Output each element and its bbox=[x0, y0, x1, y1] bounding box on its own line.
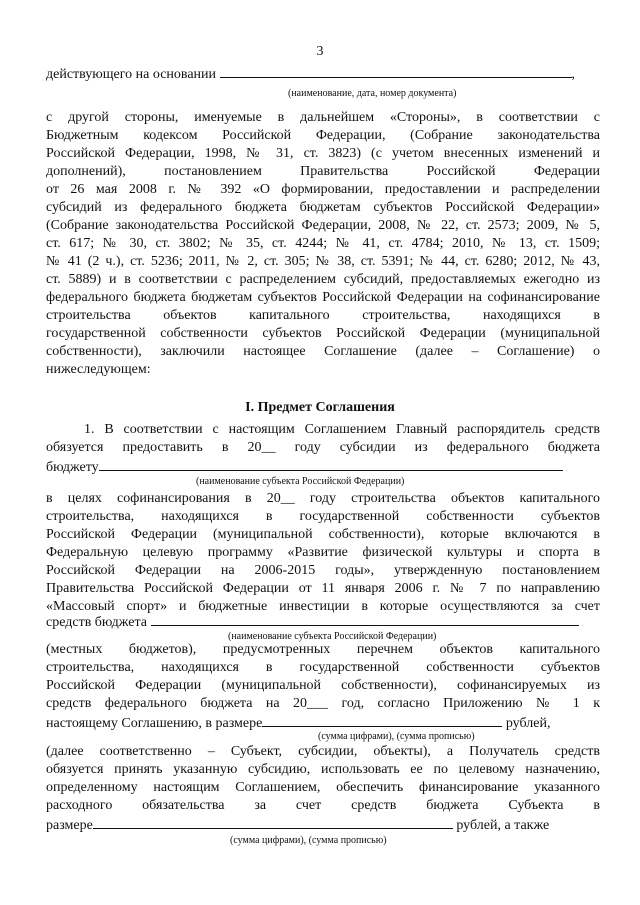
amount-blank bbox=[262, 713, 502, 727]
text-line: нижеследующем: bbox=[46, 362, 151, 377]
text-line: расходного обязательства за счет средств бюджета Субъекта в bbox=[46, 798, 600, 813]
clause-line: 1. В соответствии с настоящим Соглашением Главный распорядитель средств bbox=[84, 422, 600, 437]
clause-line: обязуется предоставить в 20__ году субсидии из федерального бюджета bbox=[46, 440, 600, 455]
basis-line bbox=[46, 64, 600, 84]
budget-line bbox=[46, 612, 600, 632]
text-line: Российской Федерации, 1998, № 31, ст. 3823) (с учетом внесенных изменений и bbox=[46, 146, 600, 161]
text-line: строительства, находящихся в государственной собственности субъектов bbox=[46, 660, 600, 675]
basis-caption: (наименование, дата, номер документа) bbox=[288, 88, 457, 99]
text-line: Федеральную целевую программу «Развитие физической культуры и спорта в bbox=[46, 545, 600, 560]
text-line: № 41 (2 ч.), ст. 5236; 2011, № 2, ст. 305; № 38, ст. 5391; № 44, ст. 6280; 2012, № 43, bbox=[46, 254, 600, 269]
recipient-line bbox=[46, 457, 600, 477]
budget-blank bbox=[151, 612, 579, 626]
text-line: средств федерального бюджета на 20___ год, согласно Приложению № 1 к bbox=[46, 696, 600, 711]
text-line: дополнений), постановлением Правительства Российской Федерации bbox=[46, 164, 600, 179]
text-line: строительства объектов капитального строительства, находящихся в bbox=[46, 308, 600, 323]
text-line: (Собрание законодательства Российской Федерации, 2008, № 22, ст. 2573; 2009, № 5, bbox=[46, 218, 600, 233]
text-line: государственной собственности субъектов Российской Федерации (муниципальной bbox=[46, 326, 600, 341]
text-line: (далее соответственно – Субъект, субсидии, объекты), а Получатель средств bbox=[46, 744, 600, 759]
text-line: федерального бюджета бюджетам субъектов Российской Федерации на софинансирование bbox=[46, 290, 600, 305]
text-line: Правительства Российской Федерации от 11 января 2006 г. № 7 по направлению bbox=[46, 581, 600, 596]
page-number: 3 bbox=[316, 44, 324, 59]
size-suffix: рублей, а также bbox=[456, 818, 550, 833]
text-line: (местных бюджетов), предусмотренных перечнем объектов капитального bbox=[46, 642, 600, 657]
text-line: собственности), заключили настоящее Соглашение (далее – Соглашение) о bbox=[46, 344, 600, 359]
amount-prefix: настоящему Соглашению, в размере bbox=[46, 716, 263, 731]
budget-prefix: средств бюджета bbox=[46, 615, 148, 630]
recipient-caption: (наименование субъекта Российской Федерации) bbox=[196, 476, 405, 487]
size-caption: (сумма цифрами), (сумма прописью) bbox=[230, 835, 387, 846]
size-line bbox=[46, 815, 600, 835]
basis-text: действующего на основании bbox=[46, 67, 217, 82]
recipient-prefix: бюджету bbox=[46, 460, 99, 475]
amount-caption: (сумма цифрами), (сумма прописью) bbox=[318, 731, 475, 742]
text-line: ст. 5889) и в соответствии с распределением субсидий, предоставляемых ежегодно из bbox=[46, 272, 600, 287]
recipient-blank bbox=[99, 457, 563, 471]
amount-suffix: рублей, bbox=[505, 716, 551, 731]
size-blank bbox=[93, 815, 453, 829]
text-line: определенному настоящим Соглашением, обеспечить финансирование указанного bbox=[46, 780, 600, 795]
text-line: обязуется принять указанную субсидию, использовать ее по целевому назначению, bbox=[46, 762, 600, 777]
text-line: ст. 617; № 30, ст. 3802; № 35, ст. 4244; № 41, ст. 4784; 2010, № 13, ст. 1509; bbox=[46, 236, 600, 251]
text-line: Российской Федерации (муниципальной собственности), которые включаются в bbox=[46, 527, 600, 542]
budget-caption: (наименование субъекта Российской Федерации) bbox=[228, 631, 437, 642]
text-line: с другой стороны, именуемые в дальнейшем «Стороны», в соответствии с bbox=[46, 110, 600, 125]
basis-end: , bbox=[571, 67, 576, 82]
text-line: Бюджетным кодексом Российской Федерации, (Собрание законодательства bbox=[46, 128, 600, 143]
text-line: Российской Федерации (муниципальной собственности), софинансируемых из bbox=[46, 678, 600, 693]
basis-blank bbox=[220, 64, 572, 78]
text-line: «Массовый спорт» и бюджетные инвестиции в которые осуществляются за счет bbox=[46, 599, 600, 614]
text-line: субсидий из федерального бюджета бюджетам субъектов Российской Федерации» bbox=[46, 200, 600, 215]
text-line: в целях софинансирования в 20__ году строительства объектов капитального bbox=[46, 491, 600, 506]
text-line: строительства, находящихся в государственной собственности субъектов bbox=[46, 509, 600, 524]
amount-line bbox=[46, 713, 600, 733]
size-prefix: размере bbox=[46, 818, 93, 833]
text-line: Российской Федерации на 2006-2015 годы», утвержденную постановлением bbox=[46, 563, 600, 578]
text-line: от 26 мая 2008 г. № 392 «О формировании, предоставлении и распределении bbox=[46, 182, 600, 197]
section-title: I. Предмет Соглашения bbox=[245, 400, 395, 415]
